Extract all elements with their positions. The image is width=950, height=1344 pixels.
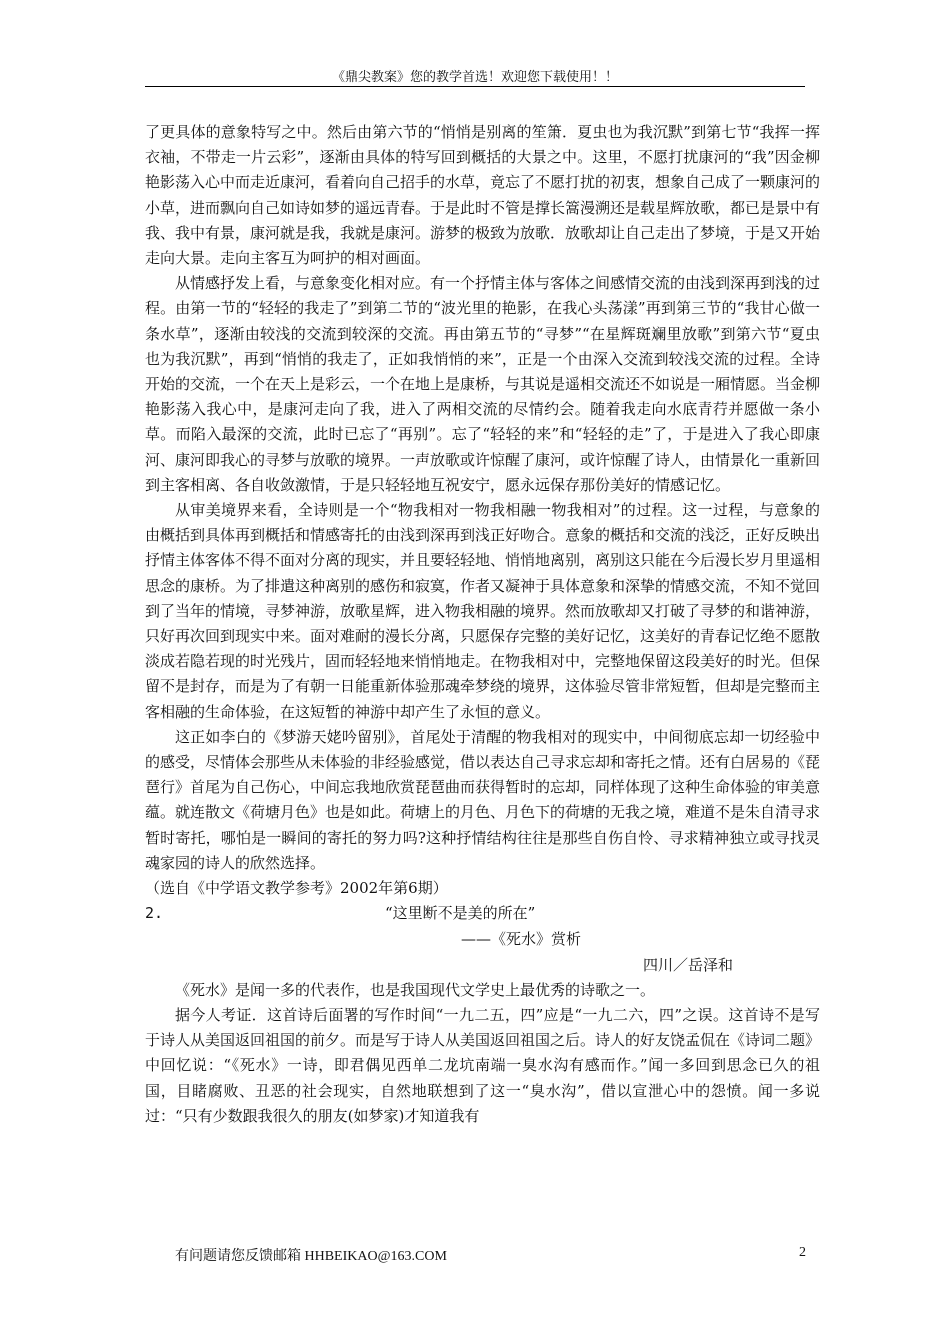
section-subtitle: ——《死水》赏析: [461, 930, 582, 949]
section-number: 2.: [145, 904, 164, 923]
section-heading: [145, 901, 820, 927]
paragraph: 据今人考证．这首诗后面署的写作时间“一九二五，四”应是“一九二六，四”之误。这首诗不是写于诗人从美国返回祖国的前夕。而是写于诗人从美国返回祖国之后。诗人的好友饶孟侃在《诗词二题》中回忆说：“《死水》一诗，即君偶见西单二龙坑南端一臭水沟有感而作。”闻一多回到思念已久的祖国，目睹腐败、丑恶的社会现实，自然地联想到了这一“臭水沟”，借以宣泄心中的怨愤。闻一多说过：“只有少数跟我很久的朋友(如梦家)才知道我有: [145, 1005, 821, 1125]
page-header: 《鼎尖教案》您的教学首选！欢迎您下载使用！！: [331, 69, 618, 84]
section-title: “这里断不是美的所在”: [385, 904, 536, 923]
footer-feedback: 有问题请您反馈邮箱 HHBEIKAO@163.COM: [175, 1249, 447, 1264]
header-divider: [145, 86, 805, 87]
paragraph-continued: 了更具体的意象特写之中。然后由第六节的“悄悄是别离的笙箫．夏虫也为我沉默”到第七节“我挥一挥衣袖，不带走一片云彩”，逐渐由具体的特写回到概括的大景之中。这里，不愿打扰康河的“我”因金柳艳影荡入心中而走近康河，看着向自己招手的水草，竟忘了不愿打扰的初衷，想象自己成了一颗康河的小草，进而飘向自己如诗如梦的遥远青春。于是此时不管是撑长篙漫溯还是载星辉放歌，都已是景中有我、我中有景，康河就是我，我就是康河。游梦的极致为放歌．放歌却让自己走出了梦境，于是又开始走向大景。走向主客互为呵护的相对画面。: [145, 123, 821, 268]
source-citation: （选自《中学语文教学参考》2002年第6期）: [145, 879, 448, 898]
paragraph: 从审美境界来看，全诗则是一个“物我相对一物我相融一物我相对”的过程。这一过程，与意象的由概括到具体再到概括和情感寄托的由浅到深再到浅正好吻合。意象的概括和交流的浅泛，正好反映出抒情主体客体不得不面对分离的现实，并且要轻轻地、悄悄地离别，离别这只能在今后漫长岁月里遥相思念的康桥。为了排遣这种离别的感伤和寂寞，作者又凝神于具体意象和深挚的情感交流，不知不觉回到了当年的情境，寻梦神游，放歌星辉，进入物我相融的境界。然而放歌却又打破了寻梦的和谐神游，只好再次回到现实中来。面对难耐的漫长分离，只愿保存完整的美好记忆，这美好的青春记忆绝不愿散淡成若隐若现的时光残片，固而轻轻地来悄悄地走。在物我相对中，完整地保留这段美好的时光。但保留不是封存，而是为了有朝一日能重新体验那魂牵梦绕的境界，这体验尽管非常短暂，但却是完整而主客相融的生命体验，在这短暂的神游中却产生了永恒的意义。: [145, 501, 821, 721]
document-body: [145, 120, 820, 1129]
page-number: 2: [799, 1245, 806, 1260]
paragraph: 从情感抒发上看，与意象变化相对应。有一个抒情主体与客体之间感情交流的由浅到深再到浅的过程。由第一节的“轻轻的我走了”到第二节的“波光里的艳影，在我心头荡漾”再到第三节的“我甘心做一条水草”，逐渐由较浅的交流到较深的交流。再由第五节的“寻梦”“在星辉斑斓里放歌”到第六节“夏虫也为我沉默”，再到“悄悄的我走了，正如我悄悄的来”，正是一个由深入交流到较浅交流的过程。全诗开始的交流，一个在天上是彩云，一个在地上是康桥，与其说是遥相交流还不如说是一厢情愿。当金柳艳影荡入我心中，是康河走向了我，进入了两相交流的尽情约会。随着我走向水底青荇并愿做一条小草。而陷入最深的交流，此时已忘了“再别”。忘了“轻轻的来”和“轻轻的走”了，于是进入了我心即康河、康河即我心的寻梦与放歌的境界。一声放歌或许惊醒了康河，或许惊醒了诗人，由情景化一重新回到主客相离、各自收敛激情，于是只轻轻地互祝安宁，愿永远保存那份美好的情感记忆。: [145, 274, 821, 494]
paragraph: 这正如李白的《梦游天姥吟留别》，首尾处于清醒的物我相对的现实中，中间彻底忘却一切经验中的感受，尽情体会那些从未体验的非经验感觉，借以表达自己寻求忘却和寄托之情。还有白居易的《琵琶行》首尾为自己伤心，中间忘我地欣赏琵琶曲而获得暂时的忘却，同样体现了这种生命体验的审美意蕴。就连散文《荷塘月色》也是如此。荷塘上的月色、月色下的荷塘的无我之境，难道不是朱自清寻求暂时寄托，哪怕是一瞬间的寄托的努力吗?这种抒情结构往往是那些自伤自怜、寻求精神独立或寻找灵魂家园的诗人的欣然选择。: [145, 727, 821, 872]
paragraph: 《死水》是闻一多的代表作，也是我国现代文学史上最优秀的诗歌之一。: [175, 980, 656, 999]
author-line: 四川／岳泽和: [643, 955, 734, 974]
